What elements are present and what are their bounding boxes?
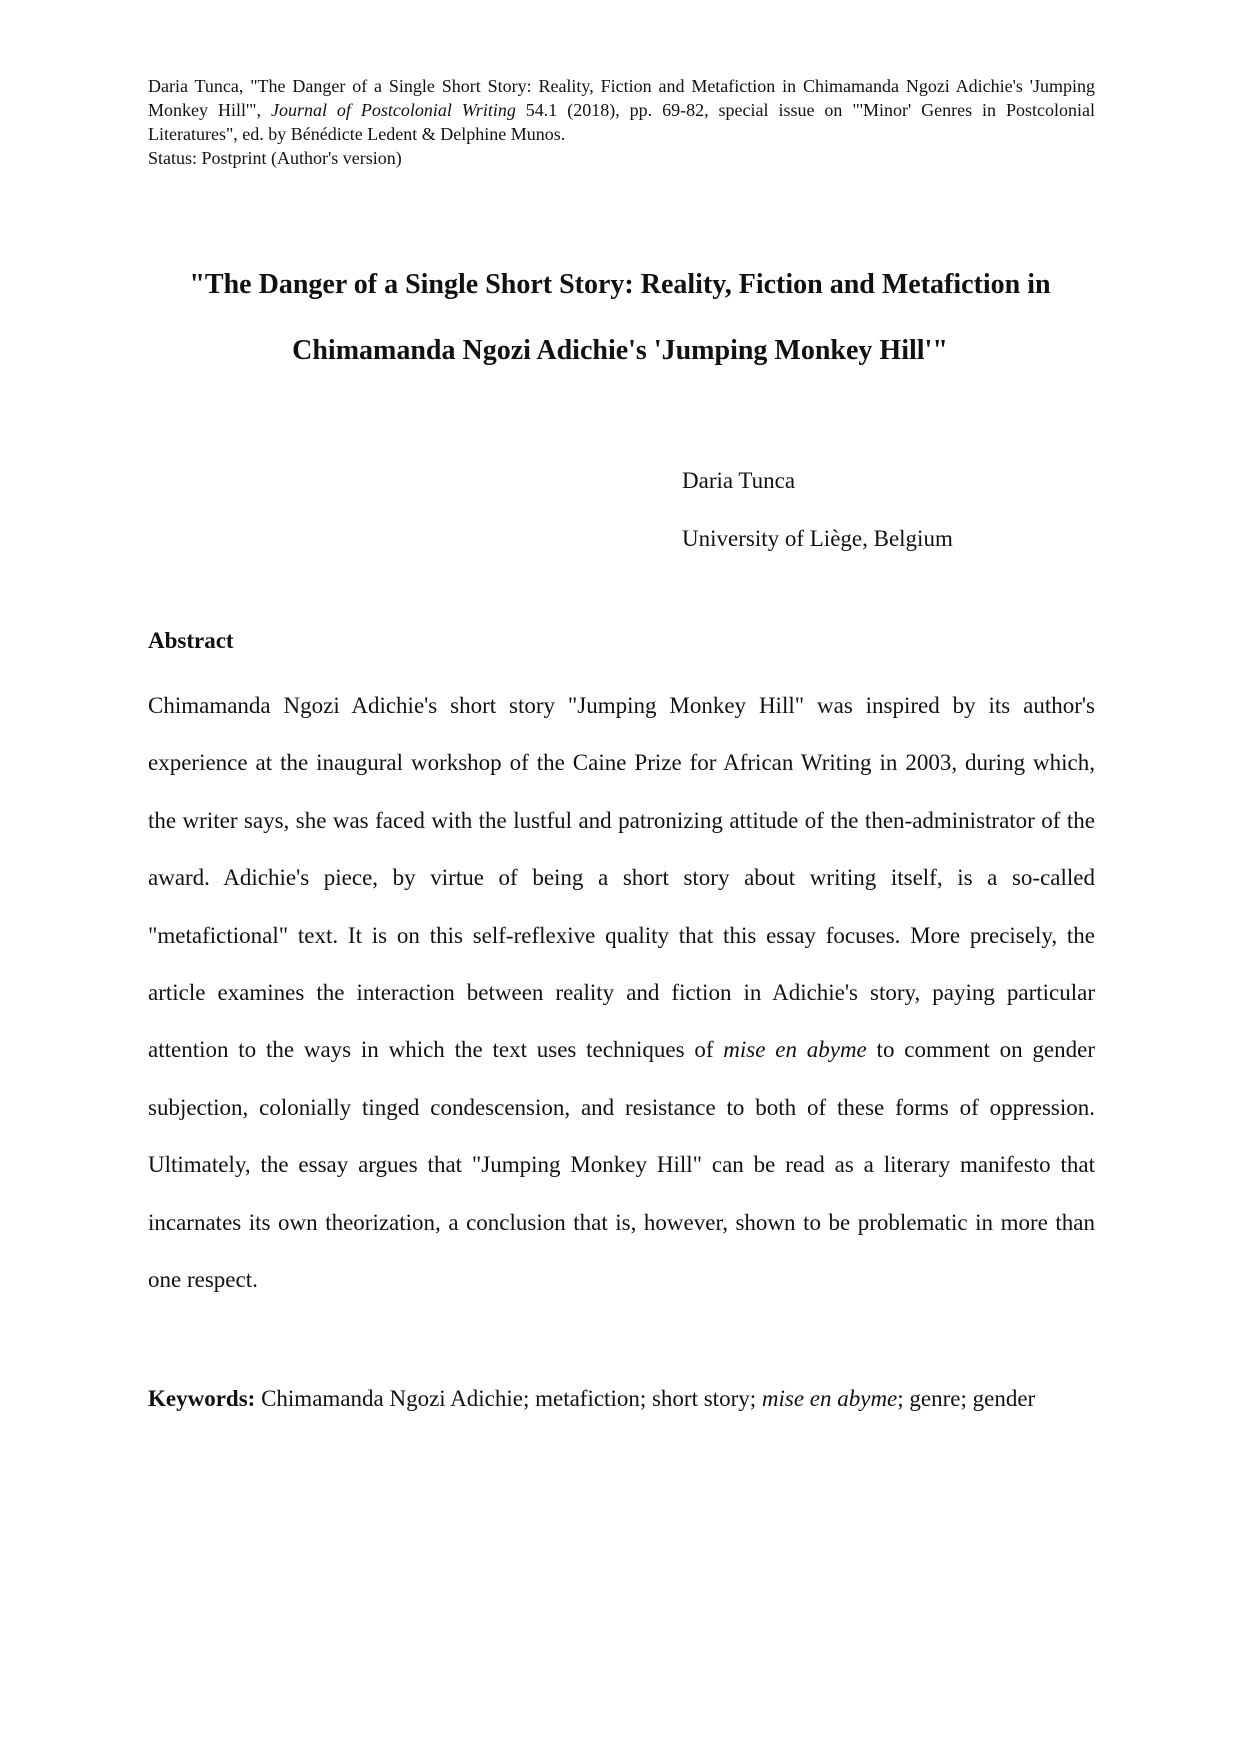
abstract-text-part-2: to comment on gender subjection, colonially tinged condescension, and resistance to both of these forms of oppression. Ultimately, the essay argues that "Jumping Monkey Hill" can be read as a literary manifesto that incarnates its own theorization, a conclusion that is, however, shown to be problematic in more than one respect.: [148, 1037, 1095, 1293]
abstract-heading: Abstract: [148, 628, 234, 653]
citation-status: Status: Postprint (Author's version): [148, 148, 402, 168]
citation-header: [148, 74, 1095, 170]
keywords-label: Keywords:: [148, 1386, 256, 1411]
citation-text-post: 54.1 (2018), pp. 69-82, special issue on "'Minor' Genres in Postcolonial Literatures", ed. by Bénédicte Ledent & Delphine Munos.: [148, 100, 1095, 144]
abstract-text: [148, 677, 1095, 1308]
citation-text-pre: Daria Tunca, "The Danger of a Single Short Story: Reality, Fiction and Metafiction in Chimamanda Ngozi Adichie's 'Jumping Monkey Hill'",: [148, 76, 1095, 120]
article-title: [100, 252, 1140, 384]
citation-reference: [148, 74, 1095, 146]
keywords-italic-term: mise en abyme: [761, 1386, 898, 1411]
keywords: [148, 1370, 1095, 1428]
abstract-italic-term: mise en abyme: [723, 1037, 867, 1063]
author-name: Daria Tunca: [682, 468, 796, 493]
author-affiliation: University of Liège, Belgium: [682, 526, 953, 551]
article-title-line-2: Chimamanda Ngozi Adichie's 'Jumping Monkey Hill'": [292, 335, 948, 366]
article-title-line-1: "The Danger of a Single Short Story: Reality, Fiction and Metafiction in: [189, 269, 1051, 300]
keywords-text-part-1: Chimamanda Ngozi Adichie; metafiction; short story;: [255, 1386, 762, 1411]
journal-name: Journal of Postcolonial Writing: [270, 100, 516, 120]
abstract-text-part-1: Chimamanda Ngozi Adichie's short story "Jumping Monkey Hill" was inspired by its author's experience at the inaugural workshop of the Caine Prize for African Writing in 2003, during which, the writer says, she was faced with the lustful and patronizing attitude of the then-administrator of the award. Adichie's piece, by virtue of being a short story about writing itself, is a so-called "metafictional" text. It is on this self-reflexive quality that this essay focuses. More precisely, the article examines the interaction between reality and fiction in Adichie's story, paying particular attention to the ways in which the text uses techniques of: [148, 693, 1095, 1063]
keywords-text-part-2: ; genre; gender: [897, 1386, 1036, 1411]
author-block: [682, 452, 953, 568]
